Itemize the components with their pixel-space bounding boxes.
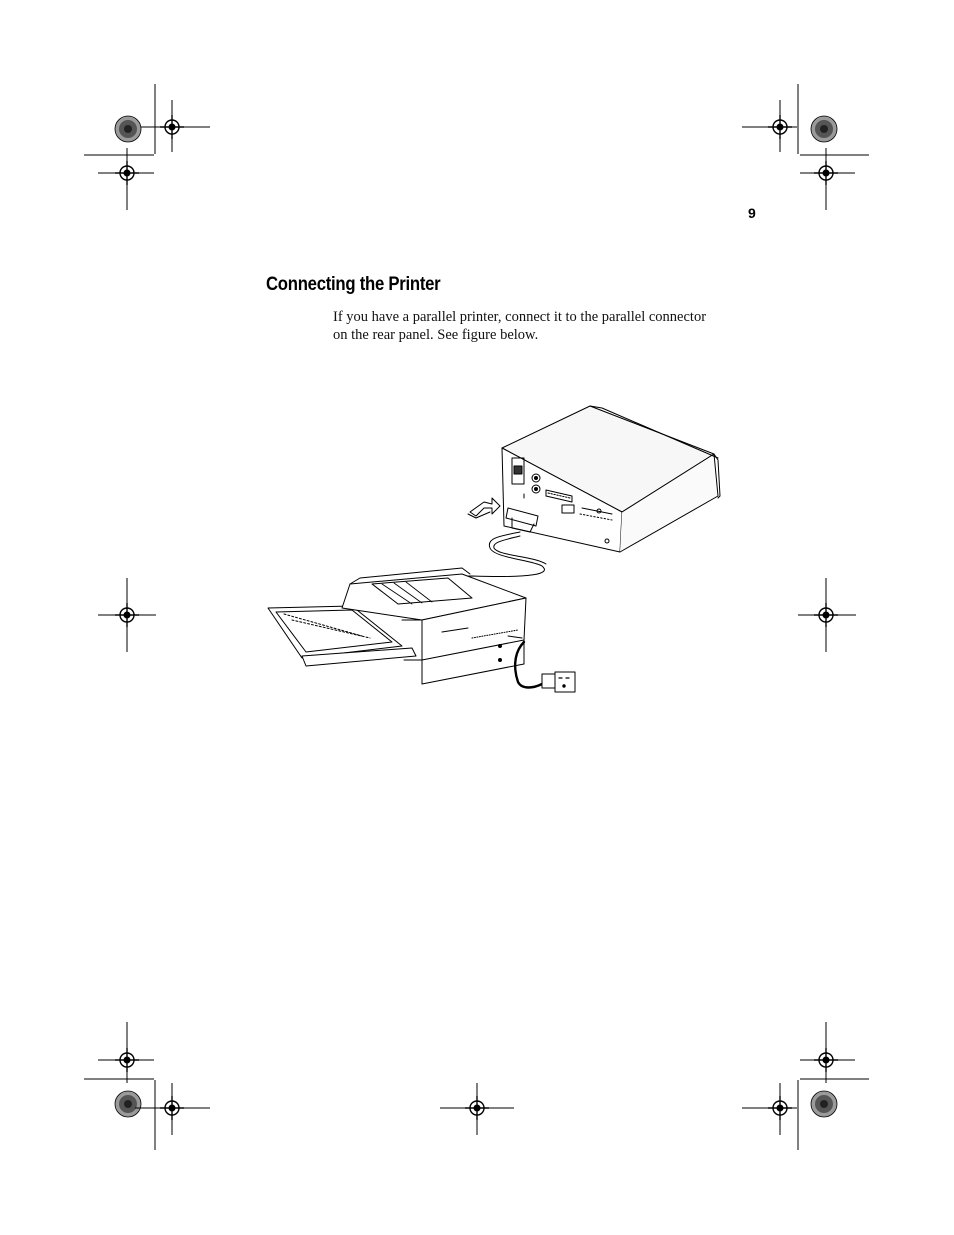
paragraph-line: on the rear panel. See figure below. [333,326,539,343]
printer-icon [268,568,526,684]
paragraph-line: If you have a parallel printer, connect it to the parallel connector [333,309,707,325]
printer-connection-figure [262,398,722,698]
parallel-cable-icon [453,508,546,580]
connect-arrow-icon [468,498,500,518]
page-number: 9 [748,205,756,221]
device-rear-panel-icon [502,406,720,552]
section-heading: Connecting the Printer [266,274,441,295]
section-paragraph [333,309,733,344]
